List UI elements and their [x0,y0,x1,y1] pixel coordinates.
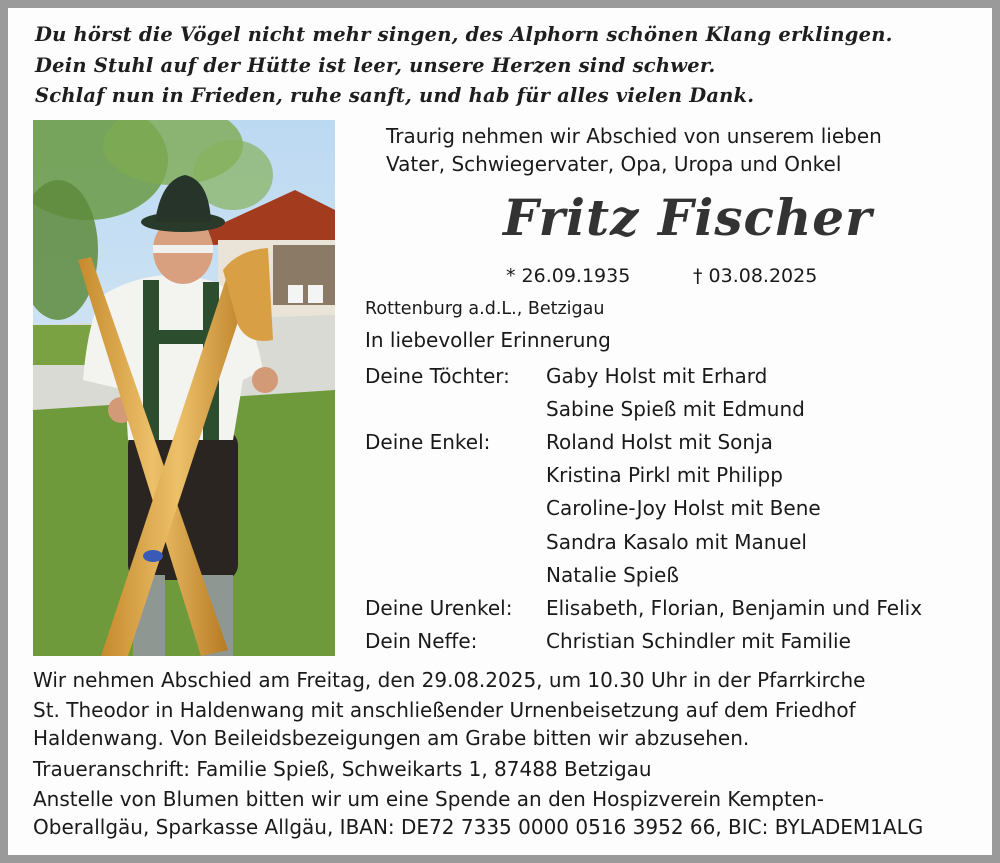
portrait-photo [33,120,335,656]
family-member: Roland Holst mit Sonja [546,430,773,454]
place-of-residence: Rottenburg a.d.L., Betzigau [365,299,605,319]
family-member: Sabine Spieß mit Edmund [546,397,805,421]
birth-date: * 26.09.1935 [506,265,631,287]
service-line: St. Theodor in Haldenwang mit anschließender Urnenbeisetzung auf dem Friedhof [33,698,856,722]
poem-line: Schlaf nun in Frieden, ruhe sanft, und hab für alles vielen Dank. [35,84,755,107]
service-line: Wir nehmen Abschied am Freitag, den 29.08.2025, um 10.30 Uhr in der Pfarrkirche [33,668,866,692]
family-member: Kristina Pirkl mit Philipp [546,463,783,487]
memory-line: In liebevoller Erinnerung [365,328,611,352]
family-label-great-grandchildren: Deine Urenkel: [365,596,513,620]
death-date: † 03.08.2025 [693,265,818,287]
family-member: Gaby Holst mit Erhard [546,364,768,388]
family-member: Natalie Spieß [546,563,679,587]
family-label-nephew: Dein Neffe: [365,629,478,653]
intro-line: Vater, Schwiegervater, Opa, Uropa und Onkel [386,152,842,176]
obituary-notice [8,8,992,855]
family-label-daughters: Deine Töchter: [365,364,510,388]
portrait-illustration [33,120,335,656]
donation-line: Anstelle von Blumen bitten wir um eine Spende an den Hospizverein Kempten- [33,787,825,811]
intro-line: Traurig nehmen wir Abschied von unserem lieben [386,124,882,148]
family-member: Elisabeth, Florian, Benjamin und Felix [546,596,923,620]
mourning-address: Traueranschrift: Familie Spieß, Schweikarts 1, 87488 Betzigau [33,757,652,781]
memorial-poem [35,20,965,112]
family-member: Christian Schindler mit Familie [546,629,851,653]
service-line: Haldenwang. Von Beileidsbezeigungen am Grabe bitten wir abzusehen. [33,726,750,750]
donation-line: Oberallgäu, Sparkasse Allgäu, IBAN: DE72 7335 0000 0516 3952 66, BIC: BYLADEM1ALG [33,815,924,839]
family-member: Caroline-Joy Holst mit Bene [546,496,821,520]
family-member: Sandra Kasalo mit Manuel [546,530,807,554]
intro-text [386,122,882,178]
family-label-grandchildren: Deine Enkel: [365,430,491,454]
deceased-name: Fritz Fischer [503,188,873,247]
poem-line: Dein Stuhl auf der Hütte ist leer, unsere Herzen sind schwer. [35,53,716,77]
poem-line: Du hörst die Vögel nicht mehr singen, des Alphorn schönen Klang erklingen. [35,23,893,46]
